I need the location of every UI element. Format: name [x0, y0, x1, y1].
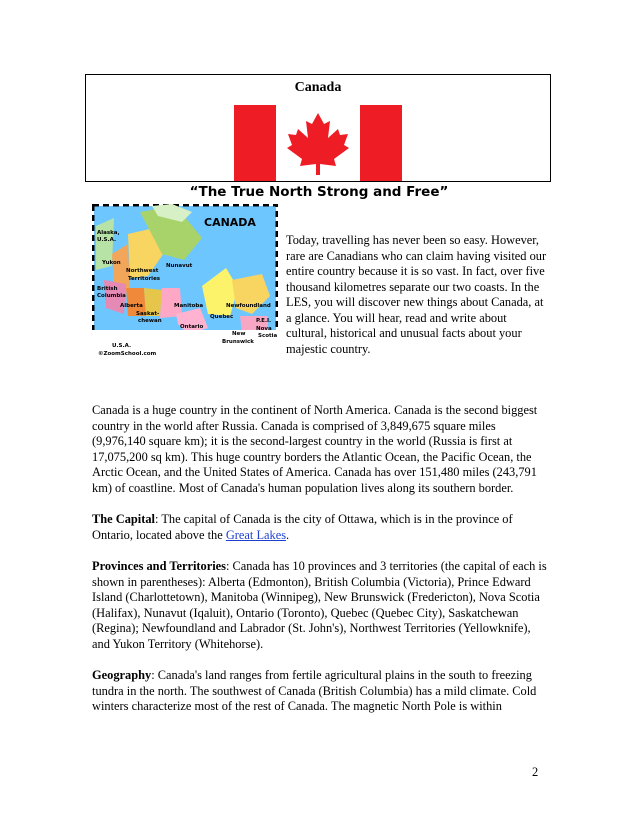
map-label-british: British [97, 286, 118, 292]
map-label-territories: Territories [128, 276, 161, 282]
provinces-heading: Provinces and Territories [92, 558, 226, 573]
overview-paragraph: Canada is a huge country in the continent of North America. Canada is the second biggest country in the world after Russia. Canada is comprised of 3,849,675 square miles (9,976,140 square km); it is the second-largest country in the world (Russia is first at 17,075,200 sq km). This huge country borders the Atlantic Ocean, the Pacific Ocean, the Arctic Ocean, and the United States of America. Canada has over 151,480 miles (243,791 km) of coastline. Most of Canada's human population lives along its southern border. [92, 403, 538, 495]
map-credit: ©ZoomSchool.com [98, 351, 157, 357]
intro-paragraph: Today, travelling has never been so easy. However, rare are Canadians who can claim having visited our entire country because it is so vast. In fact, over five thousand kilometres separate our two coasts. In the LES, you will discover new things about Canada, at a glance. You will hear, read and write about cultural, historical and unusual facts about your majestic country. [286, 233, 547, 356]
geography-text: : Canada's land ranges from fertile agricultural plains in the south to freezing tundra in the north. The southwest of Canada (British Columbia) has a mild climate. Cold winters characterize most of the rest of Canada. The magnetic North Pole is within [92, 668, 537, 714]
map-label-columbia: Columbia [97, 293, 126, 299]
great-lakes-link[interactable]: Great Lakes [225, 527, 287, 542]
capital-paragraph [92, 512, 550, 543]
title-box [85, 74, 551, 182]
provinces-paragraph [92, 559, 550, 653]
map-label-manitoba: Manitoba [174, 303, 204, 309]
map-label-chewan: chewan [138, 318, 162, 324]
page-title: Canada [294, 80, 342, 95]
map-label-nova: Nova [256, 326, 272, 332]
map-label-nunavut: Nunavut [166, 263, 193, 269]
geography-paragraph [92, 668, 550, 715]
map-label-saskat: Saskat- [136, 311, 160, 317]
capital-end: . [286, 527, 290, 542]
map-label-alaska: Alaska, [97, 230, 120, 236]
map-label-ontario: Ontario [180, 324, 204, 330]
map-label-pei: P.E.I. [256, 318, 272, 324]
map-label-brunswick: Brunswick [222, 339, 254, 345]
map-label-usa-bottom: U.S.A. [112, 343, 132, 349]
provinces-text: : Canada has 10 provinces and 3 territories (the capital of each is shown in parentheses): Alberta (Edmonton), British Columbia (Victoria), Prince Edward Island (Charlottetown), Manitoba (Winnipeg), New Brunswick (Fredericton), Nova Scotia (Halifax), Nunavut (Iqaluit), Ontario (Toronto), Quebec (Quebec City), Saskatchewan (Regina); Newfoundland and Labrador (St. John's), Northwest Territories (Yellowknife), and Yukon Territory (Whitehorse). [92, 558, 547, 651]
map-label-alberta: Alberta [120, 303, 143, 309]
capital-text: : The capital of Canada is the city of Ottawa, which is in the province of Ontario, located above the [92, 512, 513, 542]
canada-flag-icon [234, 105, 402, 181]
map-label-scotia: Scotia [258, 333, 278, 339]
map-label-quebec: Quebec [210, 314, 234, 320]
page-number: 2 [532, 765, 539, 779]
map-label-newfoundland: Newfoundland [226, 303, 271, 309]
canada-map [92, 204, 278, 360]
geography-heading: Geography [92, 668, 152, 683]
map-title: CANADA [204, 216, 256, 229]
map-label-yukon: Yukon [102, 260, 121, 266]
map-label-new: New [232, 331, 246, 337]
map-label-usa-top: U.S.A. [97, 237, 117, 243]
capital-heading: The Capital [92, 512, 155, 527]
motto: “The True North Strong and Free” [189, 184, 449, 200]
body-text [92, 403, 550, 730]
map-label-northwest: Northwest [126, 268, 159, 274]
